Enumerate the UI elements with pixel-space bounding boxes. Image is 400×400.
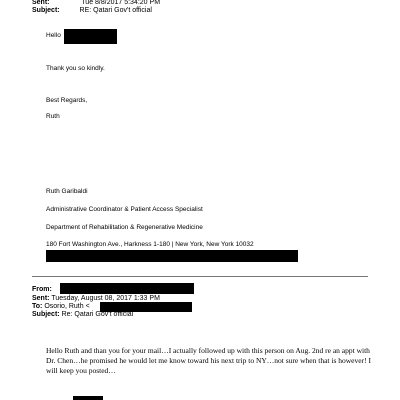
- original-message-body: Hello Ruth and than you for your mail…I actually followed up with this person on Aug. 2nd re an appt with Dr. Chen…he promised he would let me know toward his next trip to NY…not sure when that is however! I will keep you posted…: [46, 346, 371, 375]
- sent-header-line: [32, 0, 160, 7]
- subject-value: RE: Qatari Gov't official: [79, 7, 152, 14]
- redaction-bottom: [73, 396, 103, 400]
- subject-header-line-2: [32, 311, 133, 319]
- subject-label-2: Subject:: [32, 311, 60, 318]
- greeting-text: Hello: [46, 32, 61, 39]
- from-header-line: [32, 286, 52, 294]
- redaction-greeting-name: [64, 29, 117, 44]
- redaction-from: [60, 283, 194, 294]
- signature-address: 180 Fort Washington Ave., Harkness 1-180 | New York, New York 10032: [46, 241, 254, 248]
- thanks-text: Thank you so kindly.: [46, 65, 105, 72]
- subject-header-line: [32, 7, 152, 15]
- subject-value-2: Re: Qatari Gov't official: [61, 311, 134, 318]
- redaction-signature-contact: [46, 250, 298, 262]
- sent-label: Sent:: [32, 0, 50, 6]
- signature-department: Department of Rehabilitation & Regenerative Medicine: [46, 224, 203, 231]
- to-header-line: [32, 303, 90, 311]
- sent-value: Tue 8/8/2017 5:34:20 PM: [81, 0, 161, 6]
- signature-name: Ruth Garibaldi: [46, 188, 88, 195]
- from-label: From:: [32, 286, 52, 293]
- sent-label-2: Sent:: [32, 295, 50, 302]
- subject-label: Subject:: [32, 7, 60, 14]
- to-label: To:: [32, 303, 43, 310]
- sent-value-2: Tuesday, August 08, 2017 1:33 PM: [51, 295, 160, 302]
- regards-text: Best Regards,: [46, 97, 88, 104]
- to-value: Osorio, Ruth <: [44, 303, 90, 310]
- message-divider: [32, 276, 368, 277]
- signoff-name: Ruth: [46, 113, 60, 120]
- signature-title: Administrative Coordinator & Patient Access Specialist: [46, 206, 203, 213]
